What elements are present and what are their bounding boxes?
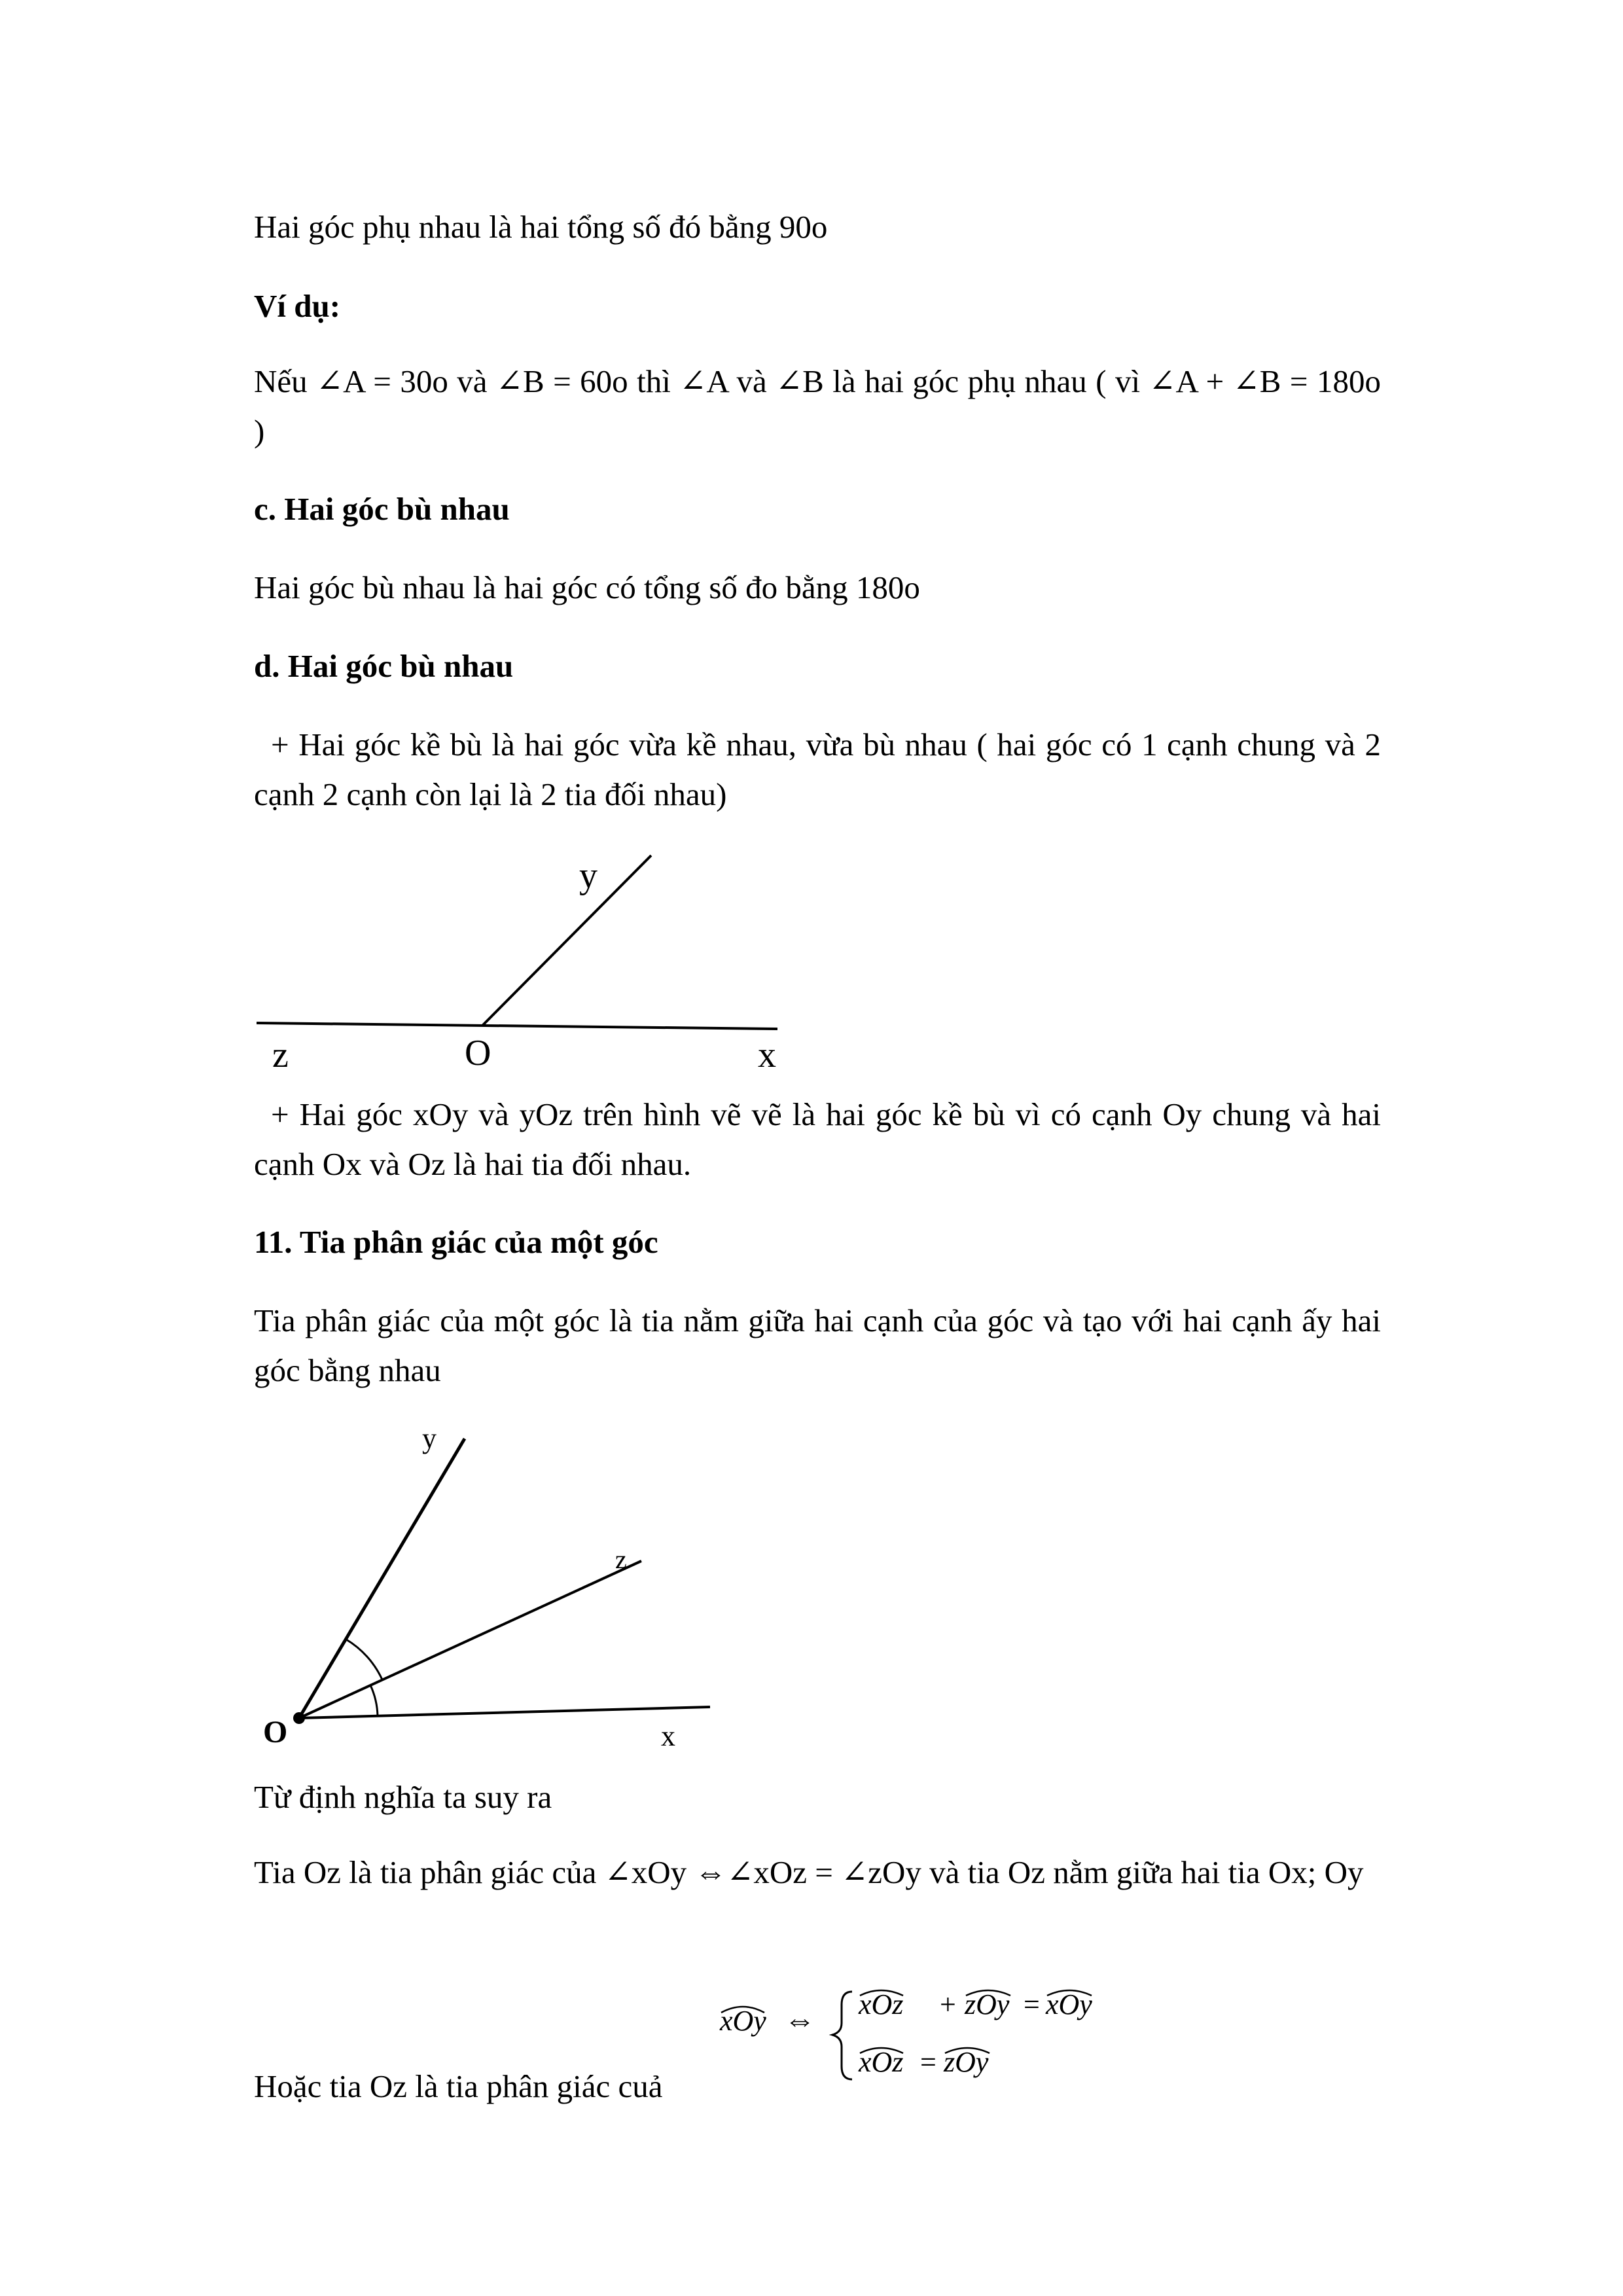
angle-bisector-figure xyxy=(249,1420,733,1761)
heading-adjacent-supplementary: d. Hai góc bù nhau xyxy=(254,648,514,684)
label-x: x xyxy=(758,1035,776,1075)
system-brace xyxy=(832,1992,852,2079)
label-z: z xyxy=(272,1035,289,1075)
formula-left-angle: xOy xyxy=(720,2005,766,2037)
heading-supplementary-angles: c. Hai góc bù nhau xyxy=(254,491,510,527)
label-o: O xyxy=(263,1715,288,1749)
arc-yoz xyxy=(346,1640,382,1680)
label-z: z xyxy=(615,1545,627,1574)
bisector-alternative-text: Hoặc tia Oz là tia phân giác cuả xyxy=(254,2068,663,2104)
label-y: y xyxy=(422,1422,437,1454)
supplementary-angles-definition: Hai góc bù nhau là hai góc có tổng số đo bằng 180o xyxy=(254,569,920,605)
label-o: O xyxy=(465,1033,491,1073)
line-zx xyxy=(257,1023,777,1029)
bisector-equivalence-text: Tia Oz là tia phân giác của ∠xOy ⇔∠xOz = ∠zOy và tia Oz nằm giữa hai tia Ox; Oy xyxy=(254,1854,1364,1890)
label-y: y xyxy=(579,855,597,896)
line1-zoy: zOy xyxy=(965,1988,1010,2020)
adjacent-angles-explanation: + Hai góc xOy và yOz trên hình vẽ vẽ là hai góc kề bù vì có cạnh Oy chung và hai cạnh Ox và Oz là hai tia đối nhau. xyxy=(254,1096,1381,1182)
line1-xoy: xOy xyxy=(1046,1988,1092,2020)
example-heading: Ví dụ: xyxy=(254,288,341,324)
line1-xoz: xOz xyxy=(859,1988,904,2020)
line2-xoz: xOz xyxy=(859,2046,904,2078)
adjacent-supplementary-definition: + Hai góc kề bù là hai góc vừa kề nhau, vừa bù nhau ( hai góc có 1 cạnh chung và 2 cạnh 2 cạnh còn lại là 2 tia đối nhau) xyxy=(254,726,1381,812)
line2-zoy: zOy xyxy=(944,2046,989,2078)
adjacent-angles-figure xyxy=(249,844,798,1080)
line2-equals: = xyxy=(920,2046,936,2078)
heading-angle-bisector: 11. Tia phân giác của một góc xyxy=(254,1224,658,1260)
ray-oz-bisector xyxy=(299,1561,641,1718)
example-text: Nếu ∠A = 30o và ∠B = 60o thì ∠A và ∠B là hai góc phụ nhau ( vì ∠A + ∠B = 180o ) xyxy=(254,363,1381,449)
ray-oy xyxy=(299,1439,465,1718)
label-x: x xyxy=(661,1720,675,1752)
ray-ox xyxy=(299,1707,710,1718)
vertex-o-dot xyxy=(293,1712,305,1724)
deduction-text: Từ định nghĩa ta suy ra xyxy=(254,1779,552,1815)
arc-zox xyxy=(370,1685,378,1716)
line1-equals: = xyxy=(1024,1988,1040,2020)
ray-oy xyxy=(483,855,651,1025)
complementary-angles-definition: Hai góc phụ nhau là hai tổng số đó bằng 90o xyxy=(254,209,828,245)
bisector-formula xyxy=(713,1967,1132,2098)
angle-bisector-definition: Tia phân giác của một góc là tia nằm giữa hai cạnh của góc và tạo với hai cạnh ấy hai góc bằng nhau xyxy=(254,1302,1381,1388)
line1-plus: + xyxy=(940,1988,956,2020)
formula-equiv-sign: ⇔ xyxy=(784,2003,815,2037)
